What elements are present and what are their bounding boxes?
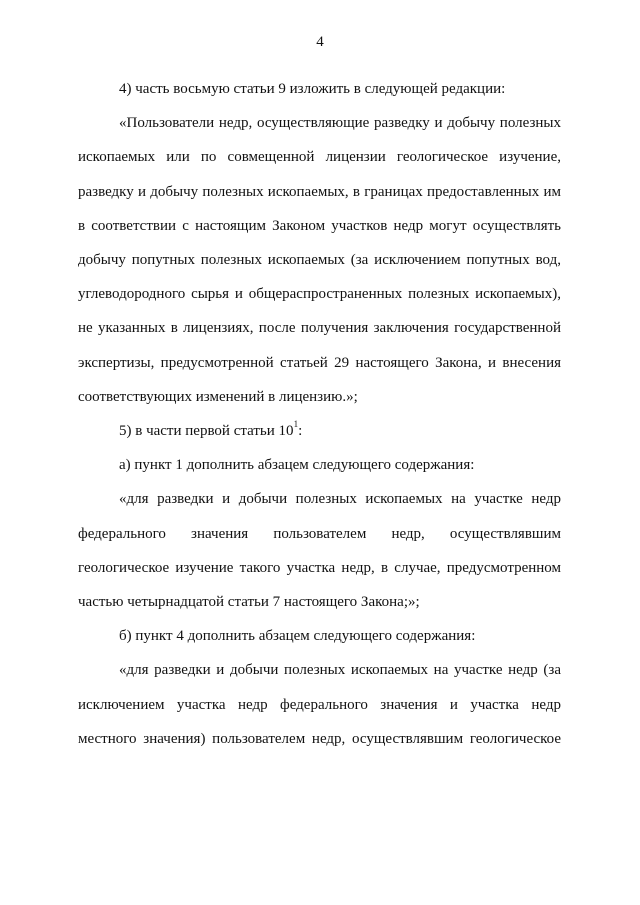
text-line: экспертизы, предусмотренной статьей 29 настоящего Закона, и внесения [78, 354, 561, 371]
text-line: а) пункт 1 дополнить абзацем следующего содержания: [119, 457, 475, 474]
text-line: федерального значения пользователем недр, осуществлявшим [78, 525, 561, 542]
superscript: 1 [293, 419, 299, 430]
text-line: «для разведки и добычи полезных ископаемых на участке недр (за [119, 662, 561, 679]
text-line: соответствующих изменений в лицензию.»; [78, 388, 358, 405]
paragraph-quoted-article-9 [78, 106, 561, 414]
paragraph-amendment-5 [78, 414, 561, 448]
text-line: 4) часть восьмую статьи 9 изложить в следующей редакции: [119, 81, 506, 97]
text-line: «для разведки и добычи полезных ископаемых на участке недр [119, 491, 561, 508]
text-line: местного значения) пользователем недр, осуществлявшим геологическое [78, 730, 561, 747]
text-line: геологическое изучение такого участка недр, в случае, предусмотренном [78, 559, 561, 576]
text-line: исключением участка недр федерального значения и участка недр [78, 696, 561, 713]
text-line: в соответствии с настоящим Законом участков недр могут осуществлять [78, 217, 561, 234]
text-line: добычу попутных полезных ископаемых (за исключением попутных вод, [78, 252, 561, 269]
paragraph-quoted-item-1 [78, 482, 561, 619]
text-line: не указанных в лицензиях, после получения заключения государственной [78, 320, 561, 337]
page-number: 4 [316, 34, 324, 50]
paragraph-quoted-item-4 [78, 653, 561, 756]
text-line: б) пункт 4 дополнить абзацем следующего содержания: [119, 628, 476, 645]
text-line: разведку и добычу полезных ископаемых, в границах предоставленных им [78, 183, 561, 200]
paragraph-subitem-b [78, 619, 561, 653]
text-line: ископаемых или по совмещенной лицензии геологическое изучение, [78, 149, 561, 166]
paragraph-amendment-4 [78, 72, 561, 106]
suffix: : [298, 423, 303, 440]
document-body [78, 72, 561, 756]
text-line: частью четырнадцатой статьи 7 настоящего Закона;»; [78, 594, 420, 611]
text-line: «Пользователи недр, осуществляющие разведку и добычу полезных [119, 115, 561, 132]
article-reference: 5) в части первой статьи 10 [119, 423, 294, 440]
text-line: углеводородного сырья и общераспространенных полезных ископаемых), [78, 286, 561, 303]
paragraph-subitem-a [78, 448, 561, 482]
text-line [78, 414, 561, 448]
